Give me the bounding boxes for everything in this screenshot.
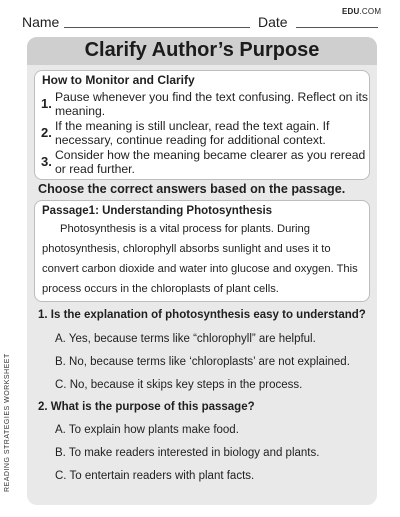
brand-main: EDU	[342, 7, 360, 16]
passage-heading: Passage1: Understanding Photosynthesis	[42, 205, 273, 217]
passage-body: Photosynthesis is a vital process for plants. During photosynthesis, chlorophyll absorbs sunlight and uses it to convert carbon dioxide and water into glucose and oxygen. This process occurs in the chloroplasts of plant cells.	[42, 223, 358, 295]
question-2-option-a[interactable]: A. To explain how plants make food.	[55, 424, 239, 436]
brand-suffix: .COM	[359, 7, 382, 16]
step-number: 1.	[41, 96, 52, 111]
question-2: 2. What is the purpose of this passage?	[38, 401, 255, 413]
step-text: Pause whenever you find the text confusing. Reflect on its meaning.	[55, 90, 368, 118]
instruction-text: Choose the correct answers based on the passage.	[38, 182, 346, 196]
question-1-option-a[interactable]: A. Yes, because terms like “chlorophyll” are helpful.	[55, 333, 316, 345]
monitor-heading: How to Monitor and Clarify	[42, 73, 195, 87]
question-1-option-b[interactable]: B. No, because terms like ‘chloroplasts’ are not explained.	[55, 356, 350, 368]
brand-logo	[342, 7, 381, 16]
question-2-option-c[interactable]: C. To entertain readers with plant facts.	[55, 470, 255, 482]
question-1-option-c[interactable]: C. No, because it skips key steps in the process.	[55, 379, 303, 391]
step-text: If the meaning is still unclear, read the text again. If necessary, continue reading for additional context.	[55, 119, 330, 147]
name-line	[64, 27, 250, 28]
question-2-option-b[interactable]: B. To make readers interested in biology and plants.	[55, 447, 320, 459]
question-1: 1. Is the explanation of photosynthesis easy to understand?	[38, 309, 366, 321]
step-text: Consider how the meaning became clearer as you reread or read further.	[55, 148, 366, 176]
date-label: Date	[258, 14, 288, 30]
page-title: Clarify Author’s Purpose	[84, 39, 320, 61]
name-label: Name	[22, 14, 60, 30]
step-number: 3.	[41, 154, 52, 169]
date-line	[296, 27, 378, 28]
side-label: READING STRATEGIES WORKSHEET	[4, 353, 11, 492]
step-number: 2.	[41, 125, 52, 140]
